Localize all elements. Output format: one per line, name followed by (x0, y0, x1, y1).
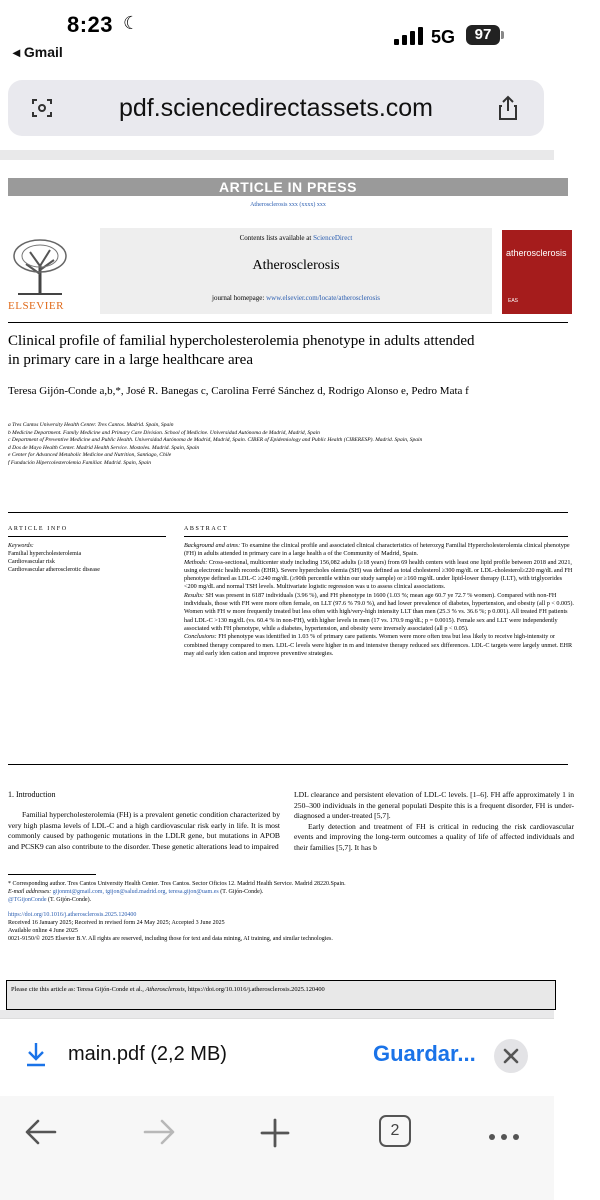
more-menu-button[interactable] (488, 1128, 520, 1146)
affiliation: d Dos de Mayo Health Center. Madrid Health Service. Mostoles. Madrid. Spain, Spain (8, 444, 200, 451)
keyword: Familial hypercholesterolemia (8, 551, 82, 557)
journal-title: Atherosclerosis (252, 258, 340, 273)
journal-header (100, 228, 492, 314)
abstract-label: Methods: (184, 558, 208, 566)
close-icon (494, 1039, 528, 1073)
twitter-note (8, 896, 568, 904)
more-dots-icon (488, 1133, 520, 1141)
intro-para: LDL clearance and persistent elevation of LDL-C levels. [1–6]. FH affe approximately 1 in 250–300 individuals in the general populati Despite this is a frequent disorder, FH is under-diagnosed a under-treated [5,7]. (294, 790, 574, 821)
url-bar[interactable] (8, 80, 544, 136)
plus-icon (258, 1116, 292, 1150)
contents-prefix: Contents lists available at (239, 234, 314, 242)
intro-column-2 (294, 790, 574, 854)
close-download-button[interactable] (494, 1039, 528, 1073)
corresponding-author-note: * Corresponding author. Tres Cantos University Health Center. Tres Cantos. Sector Oficios 12. Madrid Health Service. Madrid 28220.Spain. (8, 881, 346, 887)
pdf-page (0, 160, 574, 1010)
affiliation: b Medicine Department. Family Medicine and Primary Care Division. School of Medicine. Universidad Autónoma de Madrid, Madrid, Spain (8, 429, 320, 436)
divider (8, 536, 166, 537)
keyword: Cardiovascular risk (8, 559, 55, 565)
homepage-link[interactable]: www.elsevier.com/locate/atherosclerosis (266, 294, 380, 302)
divider (8, 764, 568, 765)
homepage-prefix: journal homepage: (212, 294, 267, 302)
intro-para: Early detection and treatment of FH is critical in reducing the risk cardiovascular events and improving the long-term outcomes a quality of life of affected individuals and their families [5,7]. It has b (294, 821, 574, 852)
url-text[interactable]: pdf.sciencedirectassets.com (118, 94, 434, 122)
abstract-background (184, 542, 574, 559)
doi-link[interactable]: https://doi.org/10.1016/j.atherosclerosis.2025.120400 (8, 911, 137, 918)
abstract-label: Results: (184, 591, 204, 599)
divider (8, 322, 568, 323)
tab-switcher-button[interactable]: 2 (379, 1115, 411, 1147)
email-label: E-mail addresses: (8, 889, 52, 896)
cite-journal: Atherosclerosis (145, 986, 185, 993)
affiliation: f Fundación Hipercolesterolemia Familiar. Madrid. Spain, Spain (8, 459, 152, 466)
cite-prefix: Please cite this article as: Teresa Gijón-Conde et al., (11, 986, 146, 993)
abstract-para: FH phenotype was identified in 1.03 % of primary care patients. Women were more often trea but less likely to receive high-intensity or combined therapy compared to men. LDL-C levels were higher in m and intensive therapy reduced sex differences. LDL-C targets were largely unmet. EHR may aid early iden cation and improve preventive strategies. (184, 633, 573, 657)
keywords-label: Keywords: (8, 543, 34, 549)
author-list: Teresa Gijón-Conde a,b,*, José R. Banegas c, Carolina Ferré Sánchez d, Rodrigo Alonso e, Pedro Mata f (8, 385, 469, 397)
back-button[interactable] (24, 1118, 58, 1151)
arrow-right-icon (142, 1118, 176, 1146)
network-type: 5G (431, 27, 456, 47)
abstract-results (184, 592, 574, 633)
status-bar (0, 0, 554, 47)
affiliation: c Department of Preventive Medicine and Public Health. Universidad Autónoma de Madrid, Madrid, Spain. CIBER of Epidemiology and Public Health (CIBERESP). Madrid. Spain, Spain (8, 437, 423, 444)
sciencedirect-link[interactable]: ScienceDirect (313, 234, 353, 242)
affiliations (8, 422, 568, 468)
abstract-para: SH was present in 6187 individuals (3.96 %), and FH phenotype in 1600 (1.03 %; mean age 60.7 ye 72.7 % women). Compared with non-FH individuals, those with FH were more often female, on LLT (97.6 % 79.0 %), and had lower prevalence of diabetes, hypertension, and obesity (all p < 0.005). Women with FH w more frequently treated but less often with high/very-high intensity LLT than men (25.3 % vs. 36.6 %; p 0.001). All treated FH patients had LDL-C >130 mg/dL (vs. 60.4 % in non-FH), with higher levels in men (17 vs. 170.9 mg/dL; p = 0.0015). Female sex and LLT were independently associated with FH phenotype, while a diabetes, hypertension, and obesity were inversely associated (all p < 0.05). (184, 591, 574, 632)
back-to-app-link[interactable]: ◂ Gmail (13, 44, 63, 60)
abstract-label: Background and aims: (184, 542, 241, 549)
keywords-block (8, 542, 100, 574)
article-title: Clinical profile of familial hypercholesterolemia phenotype in adults attended in primary care in a large healthcare area (8, 333, 475, 368)
twitter-suffix: (T. Gijón-Conde). (46, 897, 92, 904)
forward-button[interactable] (142, 1118, 176, 1151)
focus-moon-icon: ☾ (123, 13, 140, 33)
download-file-name: main.pdf (2,2 MB) (68, 1043, 227, 1065)
footnotes (8, 880, 568, 943)
abstract-methods (184, 559, 574, 592)
introduction-heading: 1. Introduction (8, 790, 56, 799)
intro-para: Familial hypercholesterolemia (FH) is a prevalent genetic condition characterized by very high plasma levels of LDL-C and a high cardiovascular risk early in life. It is most commonly caused by pathogenic mutations in the LDLR gene, but mutations in APOB and PCSK9 can also contribute to the disorder. These genetic alterations lead to impaired (8, 810, 280, 851)
affiliation: a Tres Cantos University Health Center. Tres Cantos. Madrid. Spain, Spain (8, 422, 174, 428)
contents-line (100, 234, 492, 242)
cover-badge: EAS (508, 298, 519, 304)
divider (8, 512, 568, 513)
abstract-para: Cross-sectional, multicenter study including 156,082 adults (≥18 years) from 69 health centers with least one lipid profile between 2018 and 2021, using electronic health records (EHR). Severe hypercholes olemia (SH) was defined as total cholesterol ≥300 mg/dL or LDL-cholesterol≥220 mg/dL and FH phenotype defined as LDL-C ≥240 mg/dL (≥90th percentile within our study sample) or ≥160 mg/dL under lipid-lower therapy (LLT), with triglycerides <200 mg/dL and normal TSH levels. Multivariate logistic regression was u to assess clinical associations. (184, 558, 573, 591)
pdf-viewport[interactable] (0, 150, 574, 1018)
intro-column-1 (8, 810, 280, 852)
new-tab-button[interactable] (258, 1116, 292, 1155)
email-links[interactable]: gijonmt@gmail.com, tgijon@salud.madrid.org, teresa.gijon@uam.es (52, 889, 219, 896)
save-button[interactable]: Guardar... (373, 1041, 476, 1066)
abstract-conclusions (184, 633, 574, 658)
twitter-link[interactable]: @TGijonConde (8, 897, 47, 904)
article-info-heading: ARTICLE INFO (8, 526, 68, 532)
status-time: 8:23 (67, 12, 114, 37)
cover-title: atherosclerosis (506, 248, 567, 258)
citation-box (6, 980, 556, 1010)
email-suffix: (T. Gijón-Conde). (218, 889, 264, 896)
abstract-para: To examine the clinical profile and associated clinical characteristics of heterozyg Familial Hypercholesterolemia clinical phenotype (FH) in adults attended in primary care in a large health a of the Community of Madrid, Spain. (184, 542, 570, 558)
publisher-name: ELSEVIER (8, 300, 64, 312)
journal-reference[interactable]: Atherosclerosis xxx (xxxx) xxx (250, 202, 326, 208)
journal-cover-image (502, 230, 572, 314)
divider (8, 874, 96, 875)
share-icon[interactable] (496, 94, 520, 127)
browser-toolbar (0, 1096, 554, 1200)
affiliation: e Center for Advanced Metabolic Medicine and Nutrition, Santiago, Chile (8, 452, 172, 459)
homepage-line (100, 294, 492, 302)
download-bar (0, 1018, 554, 1097)
received-dates: Received 16 January 2025; Received in revised form 24 May 2025; Accepted 3 June 2025 (8, 919, 225, 926)
download-icon (24, 1041, 48, 1072)
available-date: Available online 4 June 2025 (8, 928, 78, 935)
divider (184, 536, 568, 537)
battery-indicator: 97 (466, 25, 500, 45)
arrow-left-icon (24, 1118, 58, 1146)
article-in-press-banner: ARTICLE IN PRESS (8, 178, 568, 196)
citation-text (11, 986, 325, 993)
keyword: Cardiovascular atherosclerotic disease (8, 567, 100, 573)
abstract-text (184, 542, 574, 658)
signal-icon (394, 27, 426, 45)
abstract-label: Conclusions: (184, 633, 217, 641)
email-note (8, 888, 568, 896)
cite-suffix: , https://doi.org/10.1016/j.atherosclerosis.2025.120400 (184, 986, 325, 993)
copyright: 0021-9150/© 2025 Elsevier B.V. All rights are reserved, including those for text and data mining, AI training, and similar technologies. (8, 936, 333, 943)
abstract-heading: ABSTRACT (184, 526, 229, 532)
